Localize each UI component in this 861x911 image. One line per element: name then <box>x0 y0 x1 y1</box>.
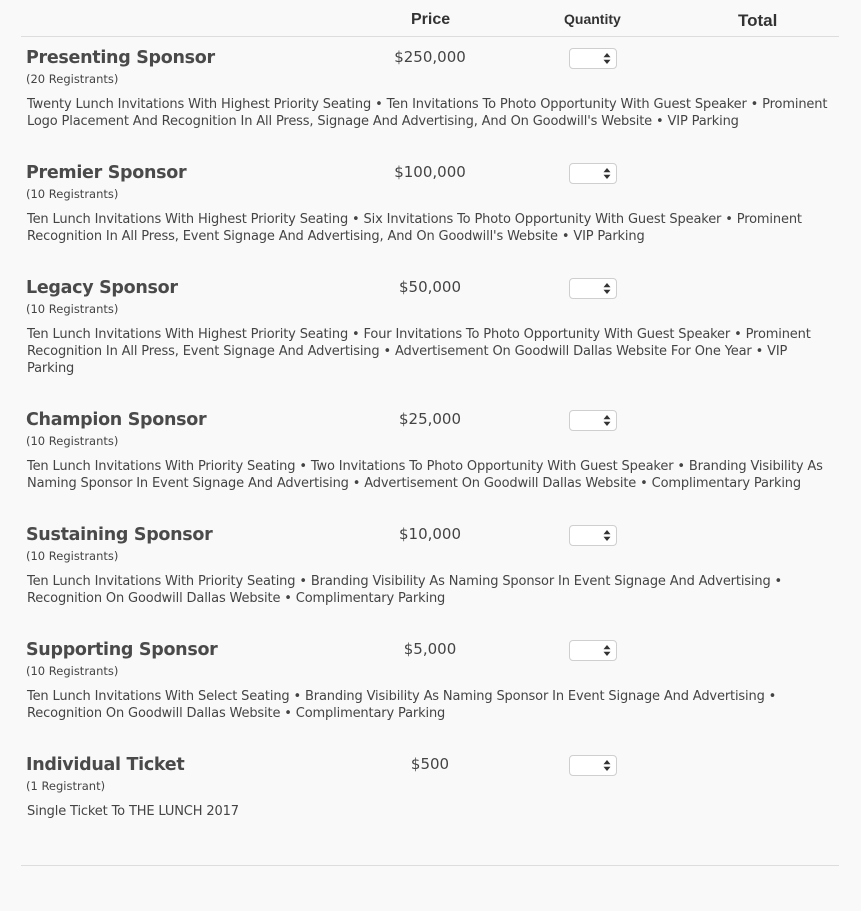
ticket-registrants: (10 Registrants) <box>26 434 119 448</box>
ticket-description: Single Ticket To THE LUNCH 2017 <box>27 804 239 819</box>
select-arrows-icon <box>603 51 611 66</box>
ticket-price: $10,000 <box>398 525 462 543</box>
ticket-name: Premier Sponsor <box>26 163 187 183</box>
quantity-select[interactable] <box>569 525 617 546</box>
quantity-select[interactable] <box>569 755 617 776</box>
ticket-registrants: (10 Registrants) <box>26 549 119 563</box>
select-arrows-icon <box>603 758 611 773</box>
quantity-select[interactable] <box>569 48 617 69</box>
ticket-price: $5,000 <box>403 640 457 658</box>
ticket-name: Presenting Sponsor <box>26 48 215 68</box>
ticket-description: Ten Lunch Invitations With Highest Priority Seating • Four Invitations To Photo Opportunity With Guest Speaker • Prominent Recognition In All Press, Event Signage And Advertising • Advertisement On Goodwill Dallas Website For One Year • VIP Parking <box>27 327 811 376</box>
ticket-price: $250,000 <box>394 48 466 66</box>
ticket-price: $100,000 <box>394 163 466 181</box>
quantity-column-header: Quantity <box>564 11 621 27</box>
select-arrows-icon <box>603 281 611 296</box>
ticket-description: Ten Lunch Invitations With Priority Seating • Branding Visibility As Naming Sponsor In Event Signage And Advertising • Recognition On Goodwill Dallas Website • Complimentary Parking <box>27 574 783 606</box>
ticket-description: Ten Lunch Invitations With Priority Seating • Two Invitations To Photo Opportunity With Guest Speaker • Branding Visibility As Naming Sponsor In Event Signage And Advertising • Advertisement On Goodwill Dallas Website • Complimentary Parking <box>27 459 823 491</box>
ticket-registrants: (1 Registrant) <box>26 779 106 793</box>
quantity-select[interactable] <box>569 640 617 661</box>
ticket-registrants: (10 Registrants) <box>26 187 119 201</box>
quantity-select[interactable] <box>569 278 617 299</box>
ticket-price: $500 <box>410 755 450 773</box>
total-column-header: Total <box>738 11 778 30</box>
ticket-name: Champion Sponsor <box>26 410 207 430</box>
ticket-description: Ten Lunch Invitations With Select Seating • Branding Visibility As Naming Sponsor In Event Signage And Advertising • Recognition On Goodwill Dallas Website • Complimentary Parking <box>27 689 777 721</box>
ticket-name: Individual Ticket <box>26 755 185 775</box>
quantity-select[interactable] <box>569 410 617 431</box>
ticket-registrants: (20 Registrants) <box>26 72 119 86</box>
ticket-name: Legacy Sponsor <box>26 278 178 298</box>
ticket-table-header <box>0 0 861 37</box>
ticket-name: Sustaining Sponsor <box>26 525 213 545</box>
price-column-header: Price <box>411 11 451 28</box>
ticket-price: $50,000 <box>398 278 462 296</box>
select-arrows-icon <box>603 413 611 428</box>
ticket-description: Twenty Lunch Invitations With Highest Priority Seating • Ten Invitations To Photo Opportunity With Guest Speaker • Prominent Logo Placement And Recognition In All Press, Signage And Advertising, And On Goodwill's Website • VIP Parking <box>27 97 828 129</box>
ticket-description: Ten Lunch Invitations With Highest Priority Seating • Six Invitations To Photo Opportunity With Guest Speaker • Prominent Recognition In All Press, Event Signage And Advertising, And On Goodwill's Website • VIP Parking <box>27 212 802 244</box>
footer-divider <box>21 865 839 866</box>
select-arrows-icon <box>603 643 611 658</box>
ticket-registrants: (10 Registrants) <box>26 664 119 678</box>
header-divider <box>21 36 839 37</box>
quantity-select[interactable] <box>569 163 617 184</box>
select-arrows-icon <box>603 528 611 543</box>
select-arrows-icon <box>603 166 611 181</box>
ticket-price: $25,000 <box>398 410 462 428</box>
ticket-registrants: (10 Registrants) <box>26 302 119 316</box>
ticket-name: Supporting Sponsor <box>26 640 218 660</box>
